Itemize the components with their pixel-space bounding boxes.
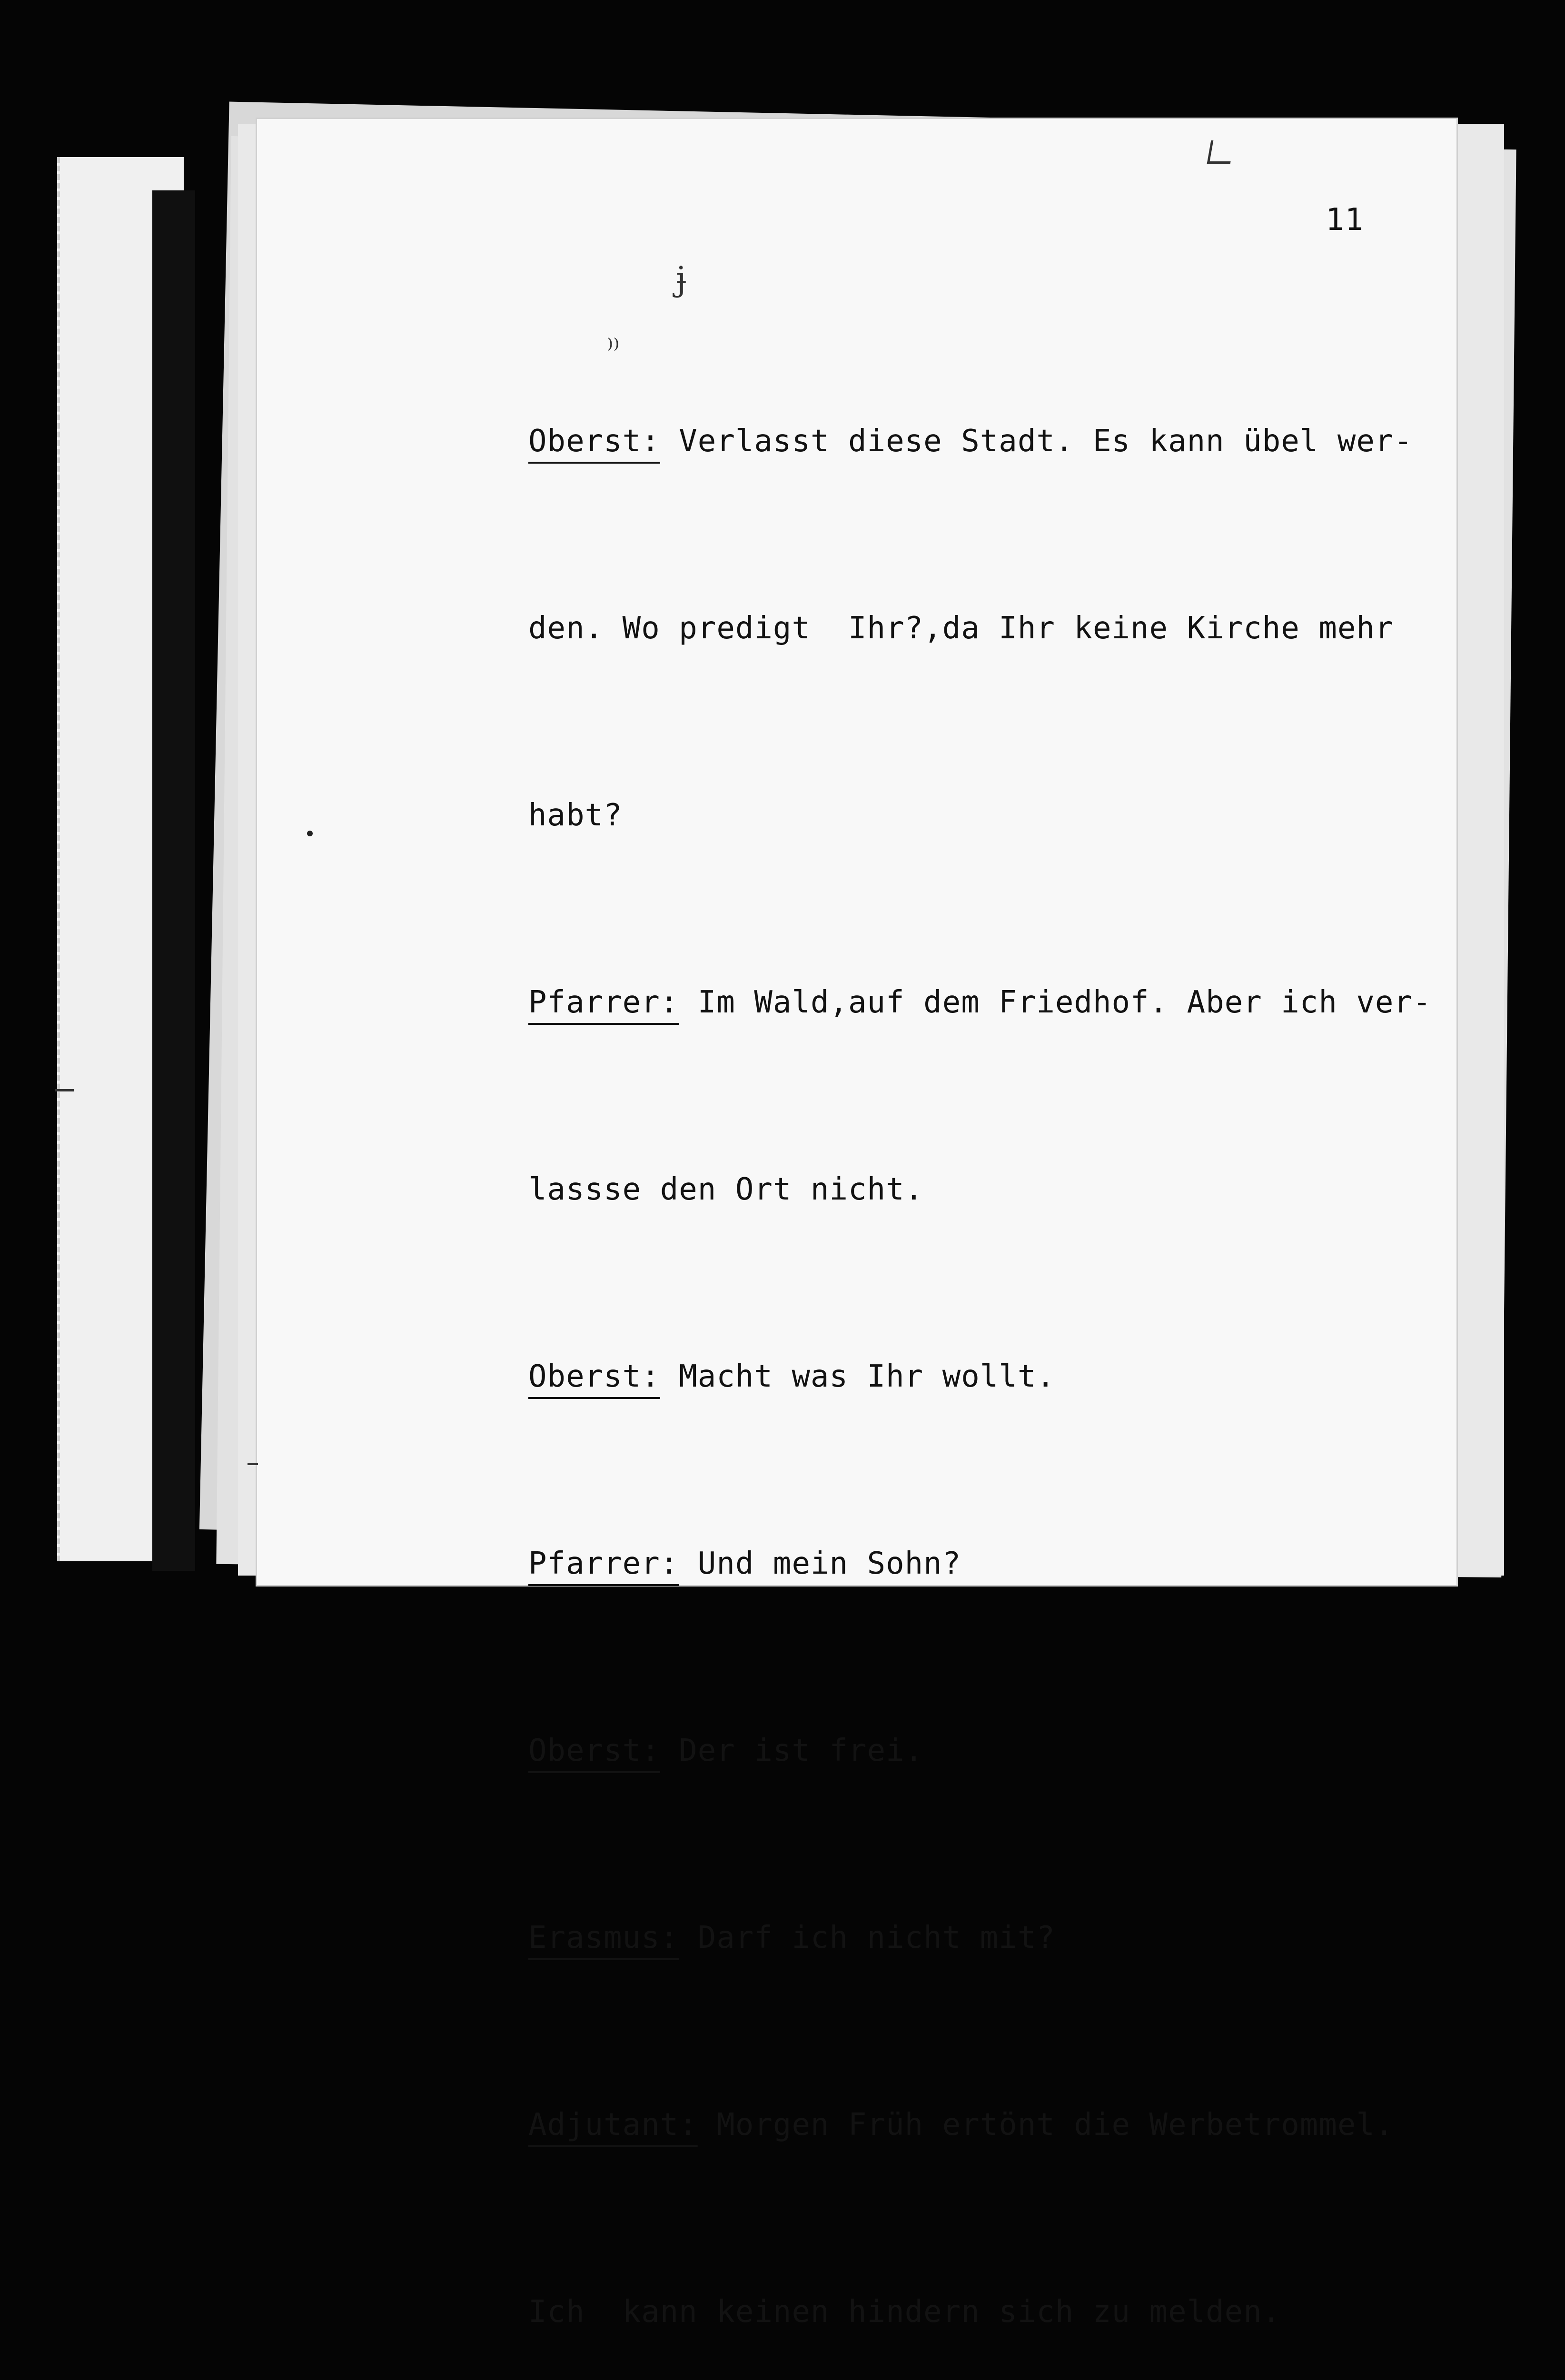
speaker-name: Erasmus: <box>528 1920 679 1955</box>
margin-mark <box>248 1463 258 1465</box>
page-number: 11 <box>1326 202 1365 238</box>
text-line <box>528 1159 1461 1221</box>
speaker-name: Pfarrer: <box>528 1546 679 1581</box>
speaker-name: Oberst: <box>528 1733 660 1768</box>
dialogue: Macht was Ihr wollt. <box>660 1359 1055 1394</box>
margin-mark <box>307 831 313 836</box>
speaker-name: Pfarrer: <box>528 985 679 1020</box>
speaker-name: Oberst: <box>528 1359 660 1394</box>
text-line <box>528 784 1461 847</box>
text-line <box>528 597 1461 660</box>
pen-mark <box>1207 140 1235 164</box>
text-line <box>528 2094 1461 2156</box>
dialogue: Darf ich nicht mit? <box>679 1920 1055 1955</box>
text-line <box>528 972 1461 1034</box>
dialogue: Ich kann keinen hindern sich zu melden. <box>528 2294 1281 2330</box>
text-line <box>528 1533 1461 1595</box>
binding-shadow <box>152 190 195 1571</box>
pen-mark: ⁾⁾ <box>607 333 620 363</box>
dialogue: Und mein Sohn? <box>679 1546 961 1581</box>
speaker-name: Oberst: <box>528 424 660 459</box>
dialogue: Der ist frei. <box>660 1733 924 1768</box>
dialogue: Verlasst diese Stadt. Es kann übel wer- <box>660 424 1413 459</box>
pen-mark: ɉ <box>676 259 687 298</box>
text-line <box>528 1346 1461 1408</box>
text-line <box>528 1907 1461 1969</box>
speaker-name: Adjutant: <box>528 2107 698 2142</box>
text-line <box>528 2281 1461 2343</box>
text-line <box>528 410 1461 473</box>
dialogue: den. Wo predigt Ihr?,da Ihr keine Kirche mehr <box>528 611 1394 646</box>
dialogue: habt? <box>528 798 623 833</box>
dialogue: Morgen Früh ertönt die Werbetrommel. <box>697 2107 1394 2142</box>
dialogue: lassse den Ort nicht. <box>528 1172 924 1207</box>
dialogue: Im Wald,auf dem Friedhof. Aber ich ver- <box>679 985 1432 1020</box>
script-text <box>528 286 1461 2380</box>
text-line <box>528 1720 1461 1782</box>
margin-mark <box>55 1089 74 1091</box>
